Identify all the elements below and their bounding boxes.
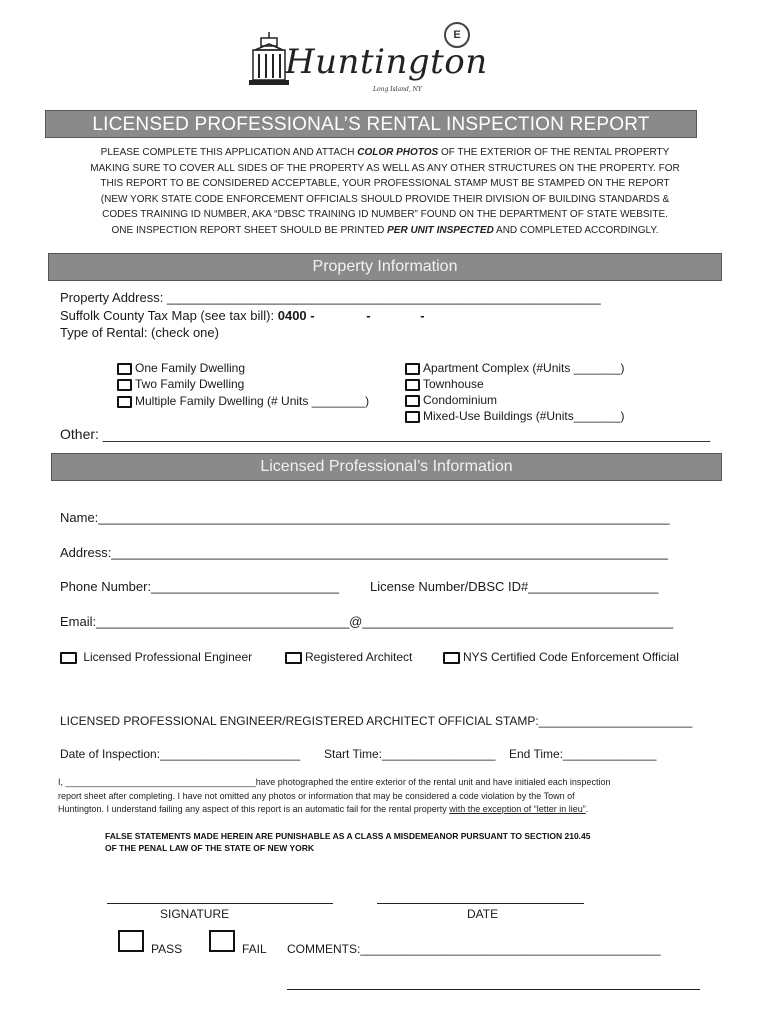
date-label: DATE xyxy=(467,907,499,921)
fail-checkbox[interactable] xyxy=(209,930,235,952)
section-professional-information: Licensed Professional’s Information xyxy=(51,453,722,481)
email-field[interactable]: Email:___________________________________@___________________________________________ xyxy=(60,614,674,629)
checkbox[interactable] xyxy=(60,652,77,664)
logo-subtext: Long Island, NY xyxy=(373,86,422,93)
pass-label: PASS xyxy=(151,942,183,956)
option-one-family[interactable]: One Family Dwelling xyxy=(117,361,245,375)
checkbox[interactable] xyxy=(117,379,132,391)
option-multiple-family[interactable]: Multiple Family Dwelling (# Units ________) xyxy=(117,394,369,408)
signature-line[interactable] xyxy=(107,903,333,904)
checkbox[interactable] xyxy=(405,379,420,391)
fail-label: FAIL xyxy=(242,942,267,956)
checkbox[interactable] xyxy=(405,411,420,423)
checkbox[interactable] xyxy=(285,652,302,664)
date-line[interactable] xyxy=(377,903,584,904)
report-title: LICENSED PROFESSIONAL’S RENTAL INSPECTION REPORT xyxy=(45,110,697,138)
rental-type-label: Type of Rental: (check one) xyxy=(60,325,219,340)
address-field[interactable]: Address:_____________________________________________________________________________ xyxy=(60,545,669,560)
start-time-field[interactable]: Start Time:_________________ xyxy=(324,747,496,761)
other-field[interactable]: Other: ______________________________________________________________________________ xyxy=(60,426,711,442)
date-of-inspection-field[interactable]: Date of Inspection:_____________________ xyxy=(60,747,301,761)
town-logo xyxy=(245,30,488,108)
section-property-information: Property Information xyxy=(48,253,722,281)
role-registered-architect[interactable]: Registered Architect xyxy=(285,650,412,664)
phone-field[interactable]: Phone Number:__________________________ xyxy=(60,579,340,594)
logo-text: Huntington xyxy=(285,42,488,82)
checkbox[interactable] xyxy=(117,363,132,375)
official-stamp-field[interactable]: LICENSED PROFESSIONAL ENGINEER/REGISTERED ARCHITECT OFFICIAL STAMP:_______________________ xyxy=(60,714,693,728)
option-two-family[interactable]: Two Family Dwelling xyxy=(117,377,244,391)
certification-statement: I, ______________________________________have photographed the entire exterior of the rental unit and have initialed each inspection report sheet after completing. I have not omitted any photos or information that may be considered a code violation by the Town of Huntington. I understand failing any aspect of this report is an automatic fail for the rental property with the exception of “letter in lieu”. xyxy=(58,777,611,814)
option-apartment-complex[interactable]: Apartment Complex (#Units _______) xyxy=(405,361,624,375)
role-licensed-engineer[interactable]: Licensed Professional Engineer xyxy=(60,650,252,664)
instructions: PLEASE COMPLETE THIS APPLICATION AND ATTACH COLOR PHOTOS OF THE EXTERIOR OF THE RENTAL PROPERTY MAKING SURE TO COVER ALL SIDES OF THE PROPERTY AS WELL AS ANY OTHER STRUCTURES ON THE PROPERTY. FOR THIS REPORT TO BE CONSIDERED ACCEPTABLE, YOUR PROFESSIONAL STAMP MUST BE STAMPED ON THE REPORT (NEW YORK STATE CODE ENFORCEMENT OFFICIALS SHOULD PROVIDE THEIR DIVISION OF BUILDING STANDARDS & CODES TRAINING ID NUMBER, AKA “DBSC TRAINING ID NUMBER” FOUND ON THE DEPARTMENT OF STATE WEBSITE. ONE INSPECTION REPORT SHEET SHOULD BE PRINTED PER UNIT INSPECTED AND COMPLETED ACCORDINGLY. xyxy=(90,147,680,236)
checkbox[interactable] xyxy=(117,396,132,408)
signature-label: SIGNATURE xyxy=(160,907,230,921)
option-mixed-use[interactable]: Mixed-Use Buildings (#Units_______) xyxy=(405,409,624,423)
comments-line-2[interactable] xyxy=(287,989,700,990)
role-code-enforcement[interactable]: NYS Certified Code Enforcement Official xyxy=(443,650,679,664)
name-field[interactable]: Name:_______________________________________________________________________________ xyxy=(60,510,670,525)
end-time-field[interactable]: End Time:______________ xyxy=(509,747,657,761)
checkbox[interactable] xyxy=(405,395,420,407)
license-field[interactable]: License Number/DBSC ID#__________________ xyxy=(370,579,659,594)
town-seal-icon: E xyxy=(444,22,470,48)
option-condominium[interactable]: Condominium xyxy=(405,393,497,407)
false-statement-warning: FALSE STATEMENTS MADE HEREIN ARE PUNISHABLE AS A CLASS A MISDEMEANOR PURSUANT TO SECTION 210.45 OF THE PENAL LAW OF THE STATE OF NEW YORK xyxy=(105,831,591,853)
pass-checkbox[interactable] xyxy=(118,930,144,952)
option-townhouse[interactable]: Townhouse xyxy=(405,377,484,391)
checkbox[interactable] xyxy=(443,652,460,664)
tax-map-field[interactable]: Suffolk County Tax Map (see tax bill): 0400 - - - xyxy=(60,308,425,323)
property-address-field[interactable]: Property Address: ____________________________________________________________ xyxy=(60,290,601,305)
comments-field[interactable]: COMMENTS:_____________________________________________ xyxy=(287,942,661,956)
checkbox[interactable] xyxy=(405,363,420,375)
